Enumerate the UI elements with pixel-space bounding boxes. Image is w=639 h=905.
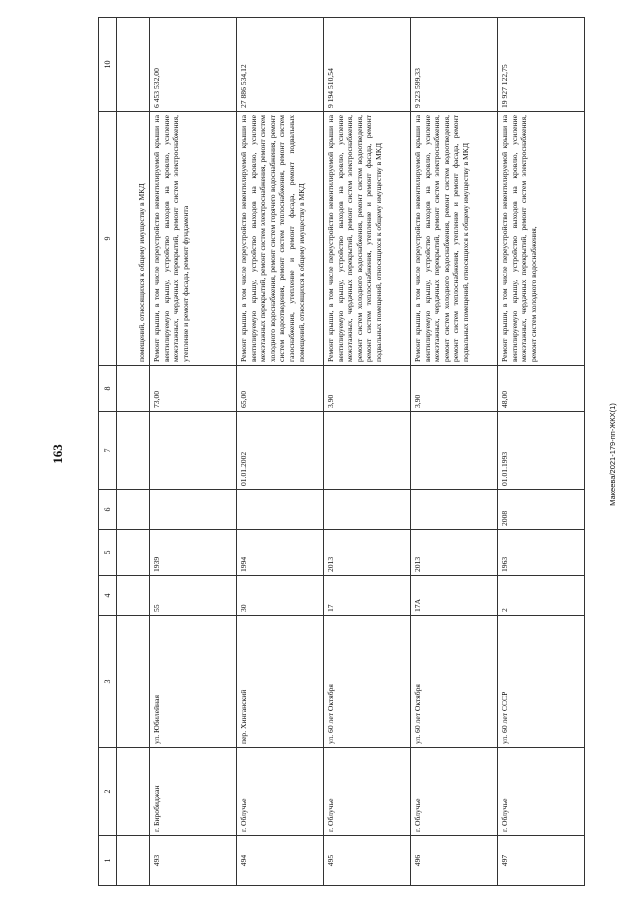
year-built: 2013 <box>411 530 498 576</box>
work-description: Ремонт крыши, в том числе переустройство невентилируемой крыши на вентилируемую крышу, устройство выходов на кровлю, усиление межэтажных перекрытий, ремонт систем электроснабжения, ремонт систем холодного водоснабжения, ремонт систем горячего водоснабжения, ремонт систем водоотведения, ремонт систем теплоснабжения, ремонт систем газоснабжения, утепление и ремонт фасада, ремонт подвальных помещений, относящихся к общему имуществу в МКД <box>237 112 324 366</box>
col6-value <box>237 490 324 530</box>
table-row-495 <box>324 18 411 886</box>
table-row-493 <box>150 18 237 886</box>
cost: 9 194 510,54 <box>324 18 411 112</box>
city: г. Облучье <box>498 748 585 836</box>
year-built: 1939 <box>150 530 237 576</box>
city: г. Облучье <box>237 748 324 836</box>
col-header-3: 3 <box>99 616 117 748</box>
col-header-6: 6 <box>99 490 117 530</box>
year-built: 1994 <box>237 530 324 576</box>
table-row-496 <box>411 18 498 886</box>
house-number: 30 <box>237 576 324 616</box>
col-header-7: 7 <box>99 412 117 490</box>
header-row <box>99 18 117 886</box>
col7-date: 01.01.1993 <box>498 412 585 490</box>
continuation-work-text: помещений, относящихся к общему имуществу в МКД <box>117 112 150 366</box>
house-number: 2 <box>498 576 585 616</box>
col-header-2: 2 <box>99 748 117 836</box>
cost: 6 453 532,00 <box>150 18 237 112</box>
col6-value <box>324 490 411 530</box>
street: пер. Хинганский <box>237 616 324 748</box>
work-description: Ремонт крыши, в том числе переустройство невентилируемой крыши на вентилируемую крышу, устройство выходов на кровлю, усиление межэтажных, чердачных перекрытий, ремонт систем электроснабжения, ремонт систем холодного водоснабжения, ремонт систем водоотведения, ремонт систем теплоснабжения, утепление и ремонт фасада, ремонт подвальных помещений, относящихся к общему имуществу в МКД <box>324 112 411 366</box>
row-number: 494 <box>237 836 324 886</box>
document-reference-text: Макеева/2021-179-пп-ЖКХ(1) <box>607 402 617 506</box>
street: ул. 60 лет Октября <box>324 616 411 748</box>
house-number: 17А <box>411 576 498 616</box>
cost: 19 927 122,75 <box>498 18 585 112</box>
col6-value <box>411 490 498 530</box>
house-number: 55 <box>150 576 237 616</box>
col7-date <box>411 412 498 490</box>
city: г. Облучье <box>324 748 411 836</box>
col8-value: 48,00 <box>498 366 585 412</box>
work-description: Ремонт крыши, в том числе переустройство невентилируемой крыши на вентилируемую крышу, устройство выходов на кровлю, усиление межэтажных, чердачных перекрытий, ремонт систем электроснабжения, ремонт систем холодного водоснабжения, <box>498 112 585 366</box>
col7-date <box>150 412 237 490</box>
col8-value: 73,00 <box>150 366 237 412</box>
col-header-1: 1 <box>99 836 117 886</box>
city: г. Биробиджан <box>150 748 237 836</box>
row-number: 497 <box>498 836 585 886</box>
work-description: Ремонт крыши, в том числе переустройство невентилируемой крыши на вентилируемую крышу, устройство выходов на кровлю, усиление межэтажных, чердачных перекрытий, ремонт систем электроснабжения, ремонт систем холодного водоснабжения, ремонт систем водоотведения, ремонт систем теплоснабжения, утепление и ремонт фасада, ремонт подвальных помещений, относящихся к общему имуществу в МКД <box>411 112 498 366</box>
row-number: 493 <box>150 836 237 886</box>
col-header-5: 5 <box>99 530 117 576</box>
continuation-row <box>117 18 150 886</box>
col-header-4: 4 <box>99 576 117 616</box>
city: г. Облучье <box>411 748 498 836</box>
cost: 9 223 599,33 <box>411 18 498 112</box>
rotated-table-box <box>98 18 588 886</box>
work-description: Ремонт крыши, в том числе переустройство невентилируемой крыши на вентилируемую крышу, устройство выходов на кровлю, усиление межэтажных, чердачных перекрытий, ремонт систем электроснабжения, утепление и ремонт фасада, ремонт фундамента <box>150 112 237 366</box>
year-built: 1963 <box>498 530 585 576</box>
house-number: 17 <box>324 576 411 616</box>
document-reference-footer <box>600 402 624 506</box>
col8-value: 65,00 <box>237 366 324 412</box>
col7-date: 01.01.2002 <box>237 412 324 490</box>
street: ул. 60 лет Октября <box>411 616 498 748</box>
col-header-8: 8 <box>99 366 117 412</box>
year-built: 2013 <box>324 530 411 576</box>
housing-repair-table <box>98 17 585 886</box>
col8-value: 3,90 <box>411 366 498 412</box>
col-header-9: 9 <box>99 112 117 366</box>
page-number: 163 <box>50 444 65 464</box>
table-wrapper <box>98 18 588 886</box>
col7-date <box>324 412 411 490</box>
cost: 27 886 534,12 <box>237 18 324 112</box>
col-header-10: 10 <box>99 18 117 112</box>
table-row-494 <box>237 18 324 886</box>
table-row-497 <box>498 18 585 886</box>
col6-value: 2008 <box>498 490 585 530</box>
street: ул. Юбилейная <box>150 616 237 748</box>
street: ул. 60 лет СССР <box>498 616 585 748</box>
row-number: 496 <box>411 836 498 886</box>
row-number: 495 <box>324 836 411 886</box>
col8-value: 3,90 <box>324 366 411 412</box>
col6-value <box>150 490 237 530</box>
